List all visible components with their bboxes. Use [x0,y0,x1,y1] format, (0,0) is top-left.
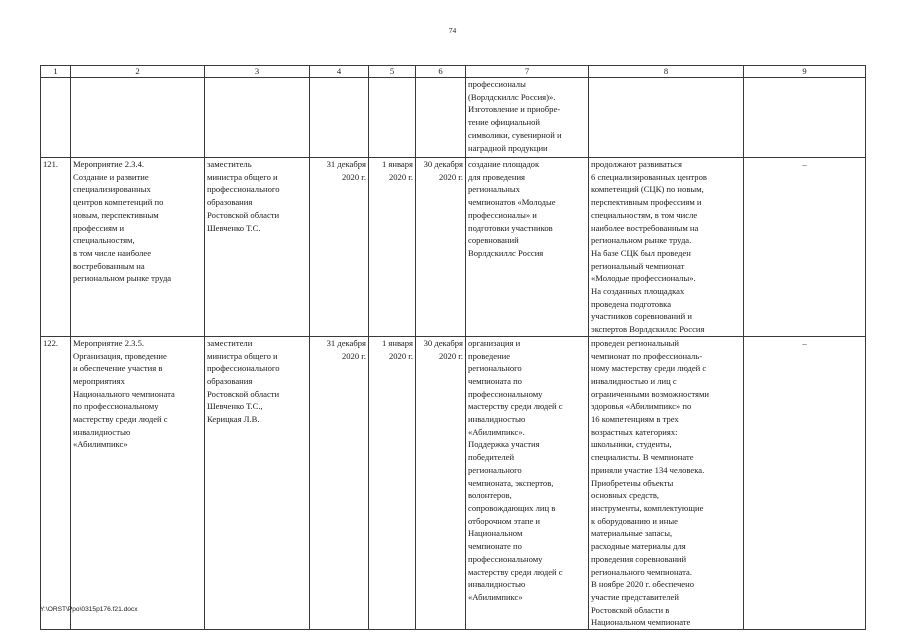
plan-end-cell [416,78,466,158]
start-date-cell: 31 декабря 2020 г. [310,158,369,337]
report-table [40,65,866,630]
column-header: 2 [71,66,205,78]
event-cell: Мероприятие 2.3.4. Создание и развитие специализированных центров компетенций по новым, перспективным профессиям и специальностям, в том числе наиболее востребованным на региональном рынке труда [71,158,205,337]
column-header: 8 [589,66,744,78]
table-header-row [41,66,866,78]
result-cell: создание площадок для проведения региональных чемпионатов «Молодые профессионалы» и подготовки участников соревнований Ворлдскиллс Россия [466,158,589,337]
status-cell: проведен региональный чемпионат по профессиональ- ному мастерству среди людей с инвалидностью и лиц с ограниченными возможностями здоровья «Абилимпикс» по 16 компетенциям в трех возрастных категориях: школьники, студенты, специалисты. В чемпионате приняли участие 134 человека. Приобретены объекты основных средств, инструменты, комплектующие к оборудованию и иные материальные запасы, расходные материалы для проведения соревнований регионального чемпионата. В ноябре 2020 г. обеспечено участие представителей Ростовской области в Национальном чемпионате [589,336,744,629]
event-cell [71,78,205,158]
note-cell: – [744,336,866,629]
table-row [41,78,866,158]
plan-end-cell: 30 декабря 2020 г. [416,158,466,337]
responsible-cell: заместители министра общего и профессионального образования Ростовской области Шевченко Т.С., Керицкая Л.В. [205,336,310,629]
column-header: 9 [744,66,866,78]
file-path-footer: Y:\ORST\Ppo\0315p176.f21.docx [40,606,138,613]
result-cell: организация и проведение регионального чемпионата по профессиональному мастерству среди людей с инвалидностью «Абилимпикс». Поддержка участия победителей регионального чемпионата, экспертов, волонтеров, сопровождающих лиц в отборочном этапе и Национальном чемпионате по профессиональному мастерству среди людей с инвалидностью «Абилимпикс» [466,336,589,629]
plan-start-cell [369,78,416,158]
plan-end-cell: 30 декабря 2020 г. [416,336,466,629]
start-date-cell: 31 декабря 2020 г. [310,336,369,629]
column-header: 3 [205,66,310,78]
table-row [41,158,866,337]
row-number-cell: 121. [41,158,71,337]
column-header: 4 [310,66,369,78]
responsible-cell [205,78,310,158]
status-cell: продолжают развиваться 6 специализированных центров компетенций (СЦК) по новым, перспективным профессиям и специальностям, в том числе наиболее востребованным на региональном рынке труда. На базе СЦК был проведен региональный чемпионат «Молодые профессионалы». На созданных площадках проведена подготовка участников соревнований и экспертов Ворлдскиллс Россия [589,158,744,337]
table-row [41,336,866,629]
responsible-cell: заместитель министра общего и профессионального образования Ростовской области Шевченко Т.С. [205,158,310,337]
status-cell [589,78,744,158]
start-date-cell [310,78,369,158]
column-header: 1 [41,66,71,78]
column-header: 5 [369,66,416,78]
plan-start-cell: 1 января 2020 г. [369,158,416,337]
column-header: 6 [416,66,466,78]
note-cell: – [744,158,866,337]
column-header: 7 [466,66,589,78]
note-cell [744,78,866,158]
page-number: 74 [448,26,457,35]
plan-start-cell: 1 января 2020 г. [369,336,416,629]
row-number-cell: 122. [41,336,71,629]
event-cell: Мероприятие 2.3.5. Организация, проведение и обеспечение участия в мероприятиях Национального чемпионата по профессиональному мастерству среди людей с инвалидностью «Абилимпикс» [71,336,205,629]
result-cell: профессионалы (Ворлдскиллс Россия)». Изготовление и приобре- тение официальной символики, сувенирной и наградной продукции [466,78,589,158]
row-number-cell [41,78,71,158]
